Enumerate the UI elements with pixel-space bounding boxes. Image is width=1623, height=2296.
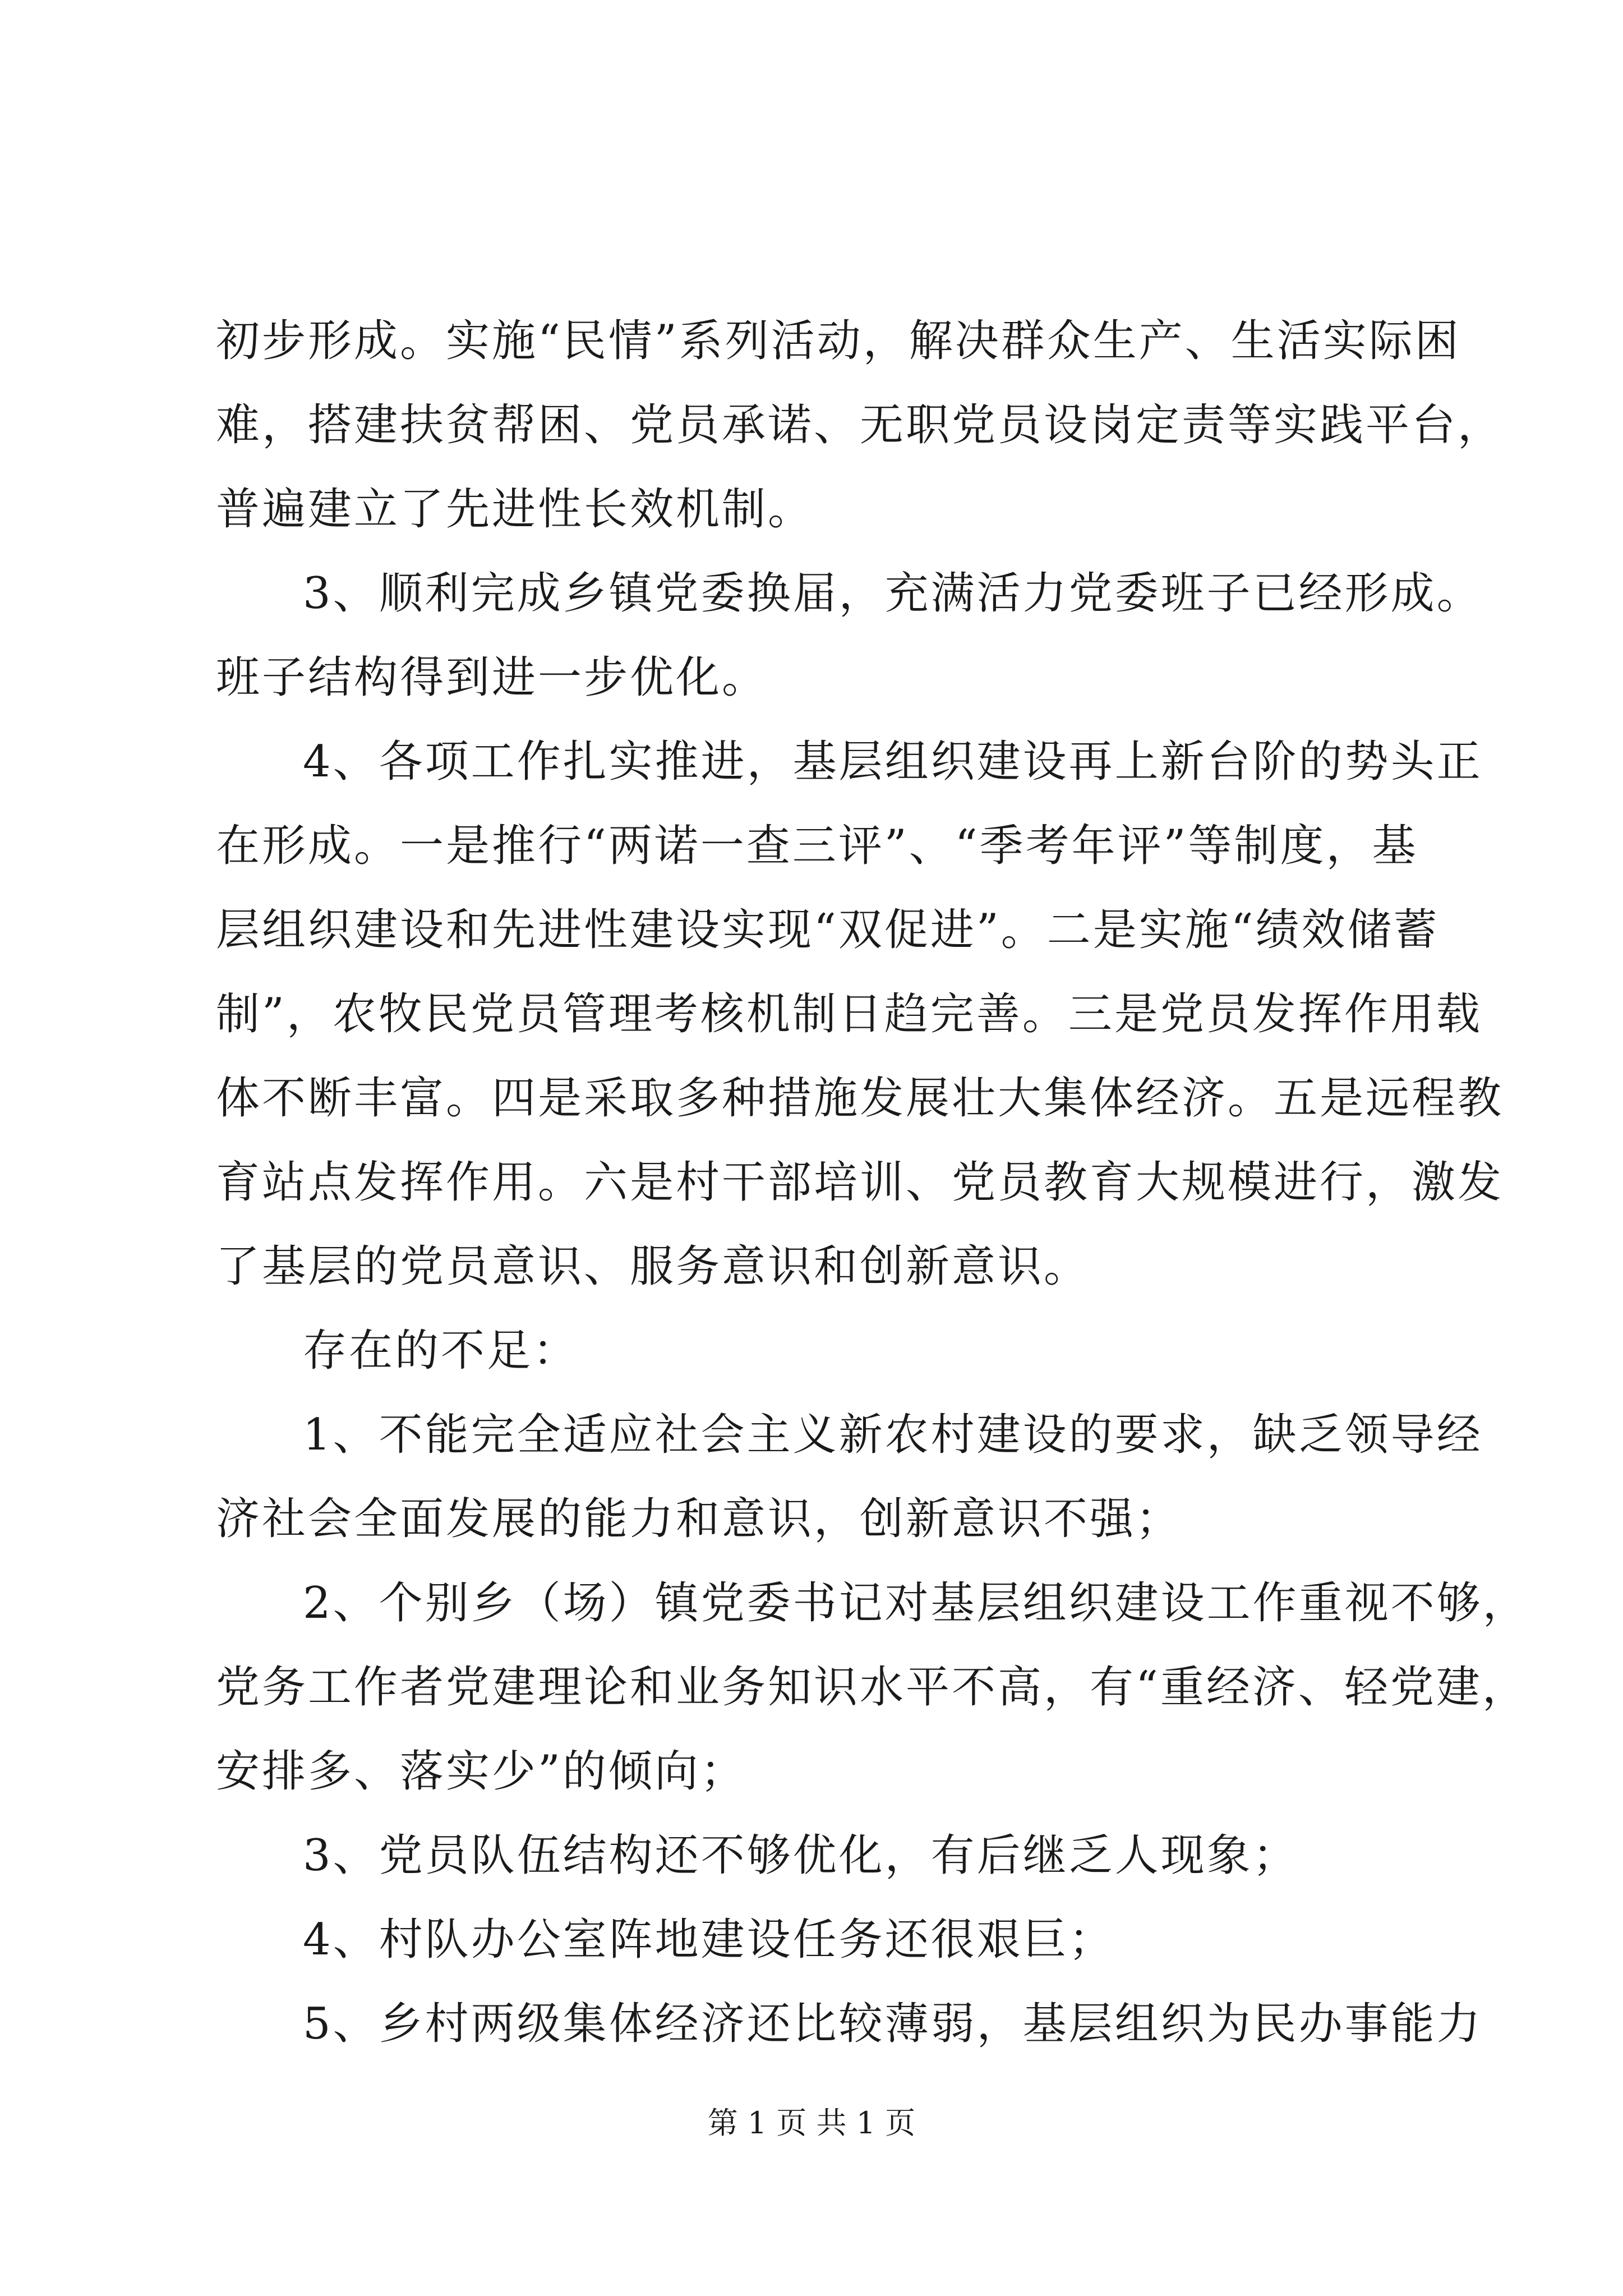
body-line: 5、乡村两级集体经济还比较薄弱，基层组织为民办事能力: [303, 1999, 1483, 2049]
body-line: 4、村队办公室阵地建设任务还很艰巨；: [303, 1915, 1115, 1965]
body-line: 初步形成。实施“民情”系列活动，解决群众生产、生活实际困: [216, 316, 1461, 366]
body-line: 4、各项工作扎实推进，基层组织建设再上新台阶的势头正: [303, 737, 1483, 787]
body-line: 3、党员队伍结构还不够优化，有后继乏人现象；: [303, 1830, 1299, 1881]
body-line: 安排多、落实少”的倾向；: [216, 1746, 746, 1797]
body-line: 在形成。一是推行“两诺一查三评”、“季考年评”等制度，基: [216, 821, 1418, 871]
body-line: 济社会全面发展的能力和意识，创新意识不强；: [216, 1494, 1182, 1544]
section-heading: 存在的不足：: [303, 1326, 579, 1376]
body-line: 党务工作者党建理论和业务知识水平不高，有“重经济、轻党建，: [216, 1662, 1528, 1713]
body-line: 育站点发挥作用。六是村干部培训、党员教育大规模进行，激发: [216, 1157, 1504, 1208]
body-line: 了基层的党员意识、服务意识和创新意识。: [216, 1241, 1090, 1292]
page-number-footer: 第 1 页 共 1 页: [707, 2105, 916, 2141]
body-line: 3、顺利完成乡镇党委换届，充满活力党委班子已经形成。: [303, 568, 1483, 619]
body-line: 制”，农牧民党员管理考核机制日趋完善。三是党员发挥作用载: [216, 989, 1482, 1039]
body-line: 1、不能完全适应社会主义新农村建设的要求，缺乏领导经: [303, 1410, 1483, 1460]
body-line: 层组织建设和先进性建设实现“双促进”。二是实施“绩效储蓄: [216, 905, 1440, 955]
body-line: 班子结构得到进一步优化。: [216, 652, 768, 703]
body-line: 2、个别乡（场）镇党委书记对基层组织建设工作重视不够，: [303, 1578, 1529, 1628]
body-line: 普遍建立了先进性长效机制。: [216, 484, 814, 535]
body-line: 难，搭建扶贫帮困、党员承诺、无职党员设岗定责等实践平台，: [216, 400, 1504, 450]
body-line: 体不断丰富。四是采取多种措施发展壮大集体经济。五是远程教: [216, 1073, 1504, 1124]
